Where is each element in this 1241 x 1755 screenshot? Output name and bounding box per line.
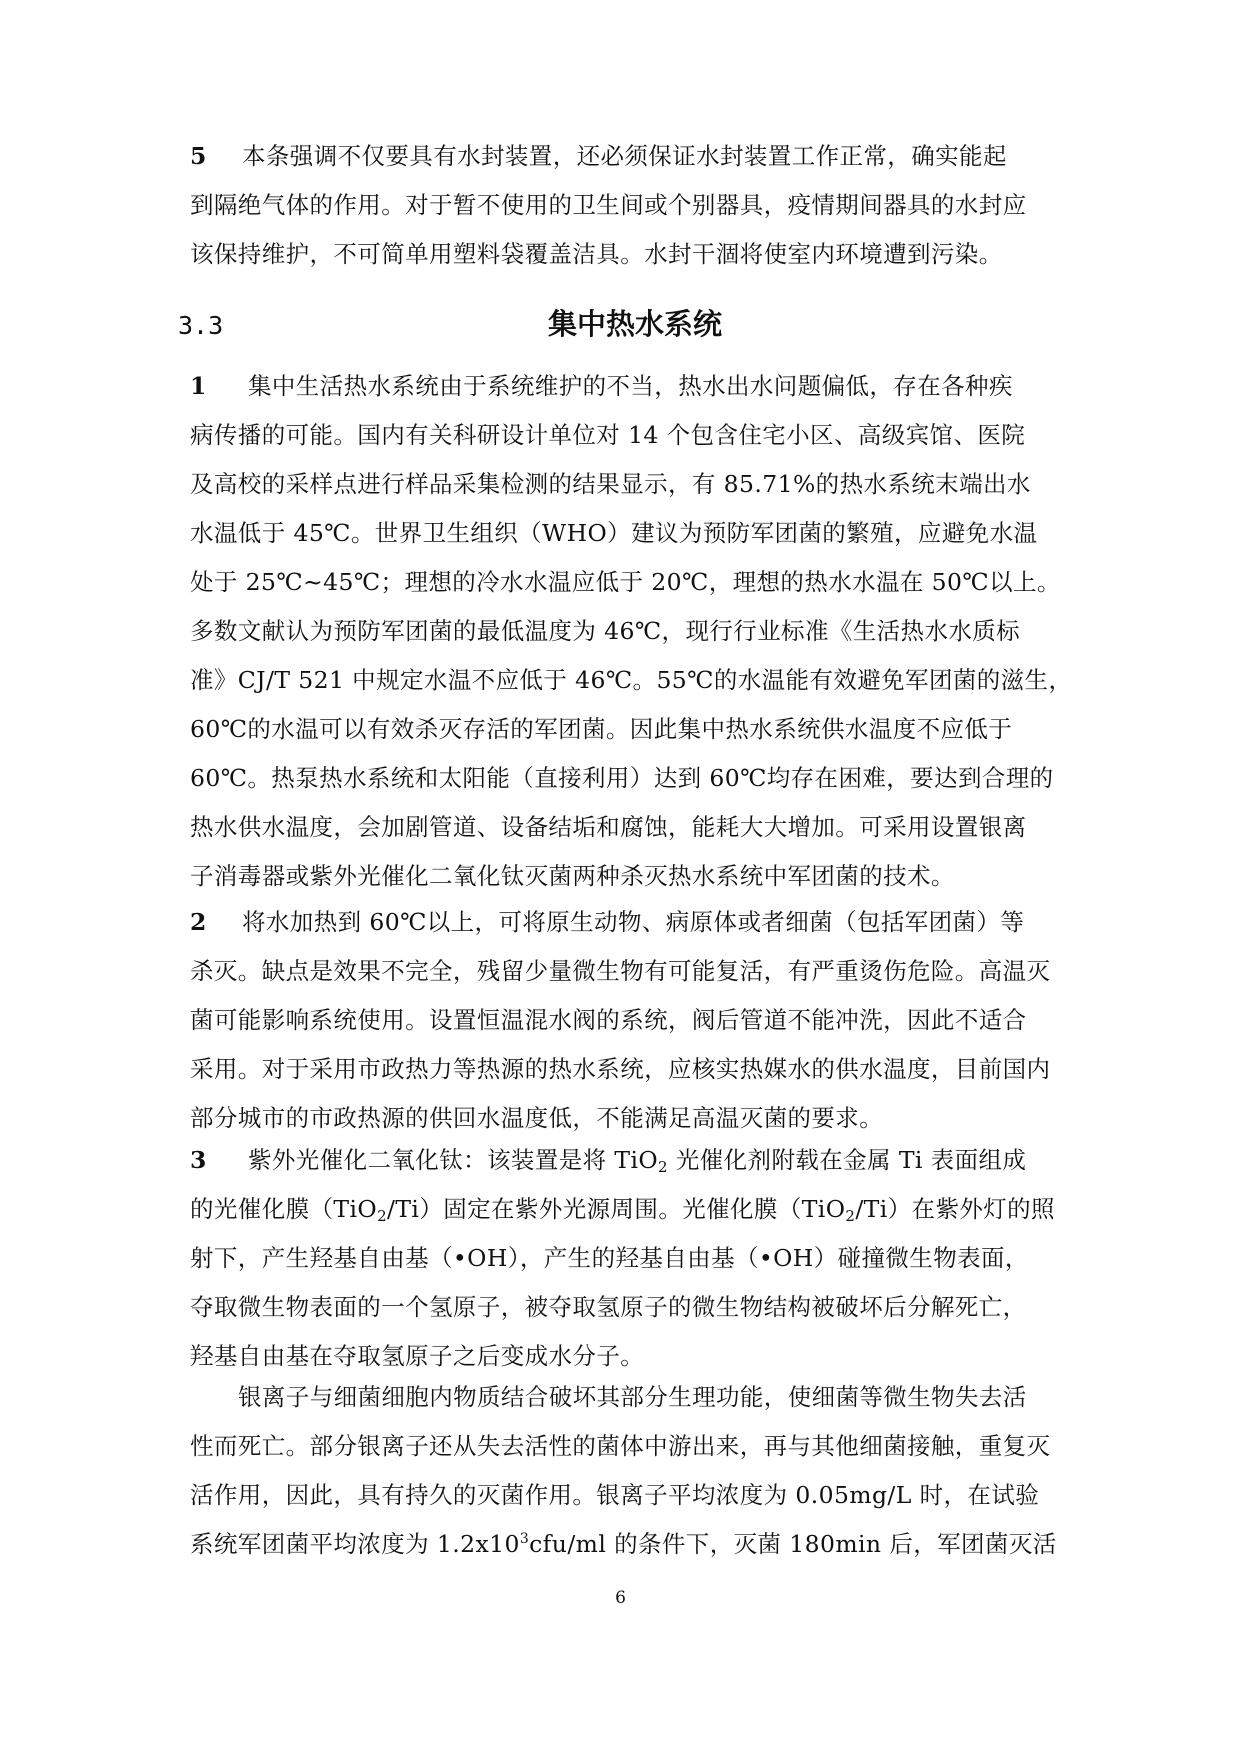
text-line: 热水供水温度，会加剧管道、设备结垢和腐蚀，能耗大大增加。可采用设置银离: [190, 813, 1027, 841]
section-title: 集中热水系统: [548, 307, 723, 341]
text-line: [190, 1520, 1060, 1569]
text-line: 子消毒器或紫外光催化二氧化钛灭菌两种杀灭热水系统中军团菌的技术。: [190, 862, 955, 890]
text-line: 夺取微生物表面的一个氢原子，被夺取氢原子的微生物结构被破坏后分解死亡，: [190, 1293, 1027, 1321]
text-line: 水温低于 45℃。世界卫生组织（WHO）建议为预防军团菌的繁殖，应避免水温: [190, 519, 1038, 547]
text-line: 部分城市的市政热源的供回水温度低，不能满足高温灭菌的要求。: [190, 1104, 884, 1132]
item-number: 2: [190, 908, 207, 936]
text-line: [190, 898, 1060, 947]
text-fragment: /Ti）在紫外灯的照: [855, 1195, 1055, 1223]
section-number: 3.3: [178, 311, 224, 340]
text-line: 病传播的可能。国内有关科研设计单位对 14 个包含住宅小区、高级宾馆、医院: [190, 421, 1026, 449]
text-line: 准》CJ/T 521 中规定水温不应低于 46℃。55℃的水温能有效避免军团菌的滋生，: [190, 666, 1073, 694]
text-line: 60℃。热泵热水系统和太阳能（直接利用）达到 60℃均存在困难，要达到合理的: [190, 764, 1054, 792]
paragraph-water-seal: [190, 132, 1060, 279]
text-fragment: 本条强调不仅要具有水封装置，还必须保证水封装置工作正常，确实能起: [242, 142, 1007, 170]
text-line: 杀灭。缺点是效果不完全，残留少量微生物有可能复活，有严重烫伤危险。高温灭: [190, 957, 1051, 985]
text-fragment: 光催化剂附载在金属 Ti 表面组成: [667, 1146, 1027, 1174]
text-line: 处于 25℃~45℃；理想的冷水水温应低于 20℃，理想的热水水温在 50℃以上。: [190, 568, 1061, 596]
item-number: 1: [190, 372, 207, 400]
subscript: 2: [845, 1207, 856, 1225]
paragraph-uv-photocatalysis: [190, 1136, 1060, 1381]
text-line: [190, 1136, 1060, 1185]
text-line: 采用。对于采用市政热力等热源的热水系统，应核实热媒水的供水温度，目前国内: [190, 1055, 1051, 1083]
text-line: 性而死亡。部分银离子还从失去活性的菌体中游出来，再与其他细菌接触，重复灭: [190, 1432, 1051, 1460]
subscript: 2: [658, 1158, 668, 1176]
text-line: [190, 362, 1060, 411]
text-line: 射下，产生羟基自由基（•OH），产生的羟基自由基（•OH）碰撞微生物表面，: [190, 1244, 1029, 1272]
text-fragment: 的光催化膜（TiO: [190, 1195, 378, 1223]
text-fragment: 系统军团菌平均浓度为 1.2x10: [190, 1530, 520, 1558]
text-line: 到隔绝气体的作用。对于暂不使用的卫生间或个别器具，疫情期间器具的水封应: [190, 191, 1027, 219]
text-line: 60℃的水温可以有效杀灭存活的军团菌。因此集中热水系统供水温度不应低于: [190, 715, 1013, 743]
text-fragment: 将水加热到 60℃以上，可将原生动物、病原体或者细菌（包括军团菌）等: [242, 908, 1025, 936]
text-line: 及高校的采样点进行样品采集检测的结果显示，有 85.71%的热水系统末端出水: [190, 470, 1031, 498]
text-fragment: 集中生活热水系统由于系统维护的不当，热水出水问题偏低，存在各种疾: [248, 372, 1013, 400]
text-line: 活作用，因此，具有持久的灭菌作用。银离子平均浓度为 0.05mg/L 时，在试验: [190, 1481, 1040, 1509]
text-line: 菌可能影响系统使用。设置恒温混水阀的系统，阀后管道不能冲洗，因此不适合: [190, 1006, 1027, 1034]
text-line: 多数文献认为预防军团菌的最低温度为 46℃，现行行业标准《生活热水水质标: [190, 617, 1021, 645]
paragraph-high-temperature-sterilization: [190, 898, 1060, 1143]
item-number: 3: [190, 1146, 207, 1174]
text-line: 羟基自由基在夺取氢原子之后变成水分子。: [190, 1342, 645, 1370]
subscript: 2: [377, 1207, 388, 1225]
paragraph-silver-ion: [190, 1373, 1060, 1569]
page-number: 6: [615, 1588, 626, 1608]
text-line: 该保持维护，不可简单用塑料袋覆盖洁具。水封干涸将使室内环境遭到污染。: [190, 240, 1003, 268]
text-fragment: 紫外光催化二氧化钛：该装置是将 TiO: [248, 1146, 659, 1174]
text-line: [190, 1373, 1060, 1422]
text-fragment: cfu/ml 的条件下，灭菌 180min 后，军团菌灭活: [529, 1530, 1057, 1558]
text-line: [190, 1185, 1060, 1234]
text-fragment: /Ti）固定在紫外光源周围。光催化膜（TiO: [387, 1195, 846, 1223]
item-number: 5: [190, 142, 207, 170]
text-fragment: 银离子与细菌细胞内物质结合破坏其部分生理功能，使细菌等微生物失去活: [238, 1383, 1027, 1411]
superscript: 3: [519, 1531, 530, 1547]
paragraph-hot-water-temperature: [190, 362, 1073, 901]
text-line: [190, 132, 1060, 181]
